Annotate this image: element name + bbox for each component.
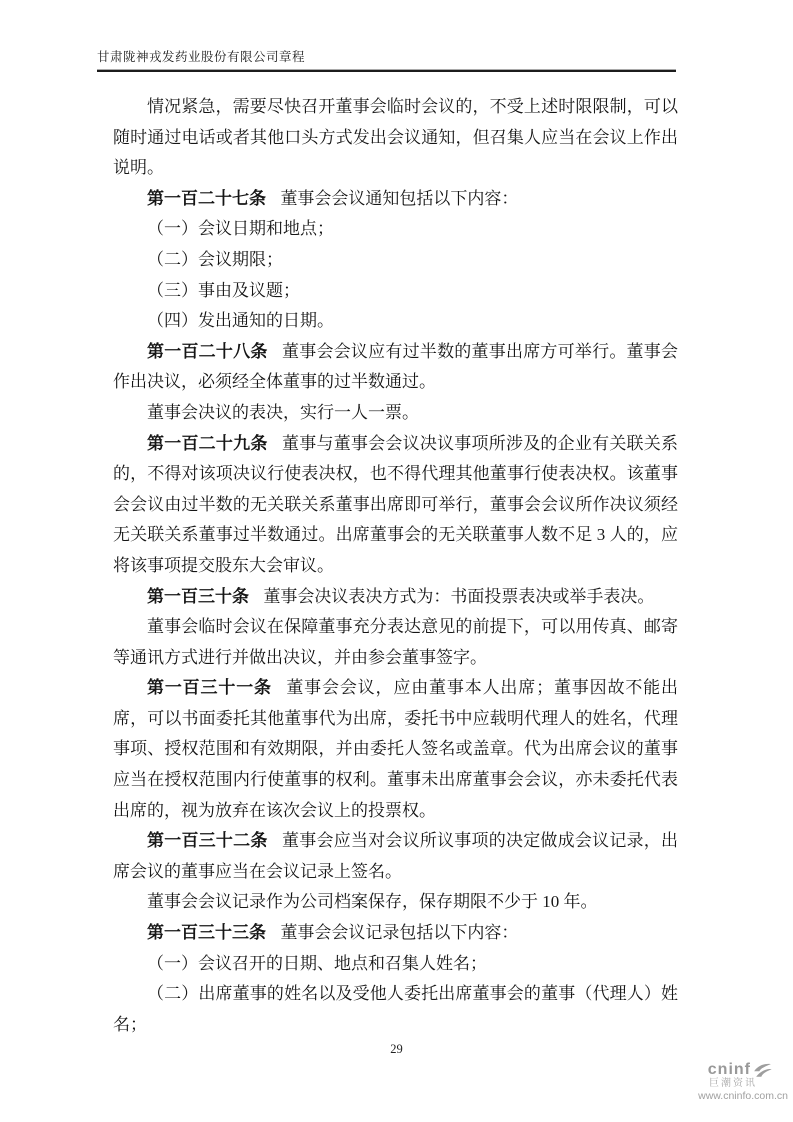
paragraph — [113, 184, 678, 215]
paragraph-text: 董事会会议记录作为公司档案保存，保存期限不少于 10 年。 — [147, 892, 598, 912]
paragraph-text: 董事会会议记录包括以下内容： — [280, 923, 519, 943]
paragraph — [113, 398, 678, 429]
paragraph-text: 董事会决议的表决，实行一人一票。 — [147, 402, 419, 422]
article-number: 第一百二十九条 — [147, 433, 268, 453]
paragraph — [113, 92, 678, 184]
header-title: 甘肃陇神戎发药业股份有限公司章程 — [97, 50, 306, 64]
cninfo-url: www.cninfo.com.cn — [698, 1090, 788, 1102]
cninfo-brand-text: cninf — [707, 1061, 751, 1078]
list-item — [113, 214, 678, 245]
paragraph — [113, 337, 678, 398]
paragraph-text: （一）会议召开的日期、地点和召集人姓名； — [147, 953, 487, 973]
paragraph — [113, 429, 678, 582]
article-number: 第一百三十条 — [147, 586, 249, 606]
article-number: 第一百二十七条 — [147, 188, 266, 208]
paragraph-text: 董事会决议表决方式为：书面投票表决或举手表决。 — [263, 586, 655, 606]
paragraph-text: （二）会议期限； — [147, 249, 283, 269]
list-item — [113, 979, 678, 1040]
cninfo-brand-row — [698, 1062, 772, 1078]
paragraph — [113, 918, 678, 949]
article-number: 第一百三十一条 — [147, 678, 272, 698]
cninfo-chinese-name: 巨潮资讯 — [709, 1078, 757, 1089]
paragraph — [113, 612, 678, 673]
paragraph-text: （三）事由及议题； — [147, 280, 300, 300]
paragraph — [113, 673, 678, 826]
paragraph — [113, 826, 678, 887]
paragraph-text: 董事会会议，应由董事本人出席；董事因故不能出席，可以书面委托其他董事代为出席，委托书中应载明代理人的姓名，代理事项、授权范围和有效期限，并由委托人签名或盖章。代为出席会议的董事应当在授权范围内行使董事的权利。董事未出席董事会会议，亦未委托代表出席的，视为放弃在该次会议上的投票权。 — [113, 678, 678, 820]
cninfo-watermark — [698, 1062, 788, 1103]
paragraph-text: （二）出席董事的姓名以及受他人委托出席董事会的董事（代理人）姓名； — [113, 984, 678, 1034]
paragraph-text: （一）会议日期和地点； — [147, 219, 334, 239]
paragraph-text: 董事会应当对会议所议事项的决定做成会议记录，出席会议的董事应当在会议记录上签名。 — [113, 831, 679, 881]
paragraph-text: （四）发出通知的日期。 — [147, 311, 334, 331]
article-number: 第一百三十三条 — [147, 923, 266, 943]
list-item — [113, 306, 678, 337]
paragraph-text: 情况紧急，需要尽快召开董事会临时会议的，不受上述时限限制，可以随时通过电话或者其他口头方式发出会议通知，但召集人应当在会议上作出说明。 — [113, 97, 678, 178]
paragraph-text: 董事与董事会会议决议事项所涉及的企业有关联关系的，不得对该项决议行使表决权，也不得代理其他董事行使表决权。该董事会会议由过半数的无关联关系董事出席即可举行，董事会会议所作决议须经无关联关系董事过半数通过。出席董事会的无关联董事人数不足 3 人的，应将该事项提交股东大会审议。 — [113, 433, 679, 575]
list-item — [113, 276, 678, 307]
paragraph-text: 董事会会议通知包括以下内容： — [280, 188, 519, 208]
paragraph — [113, 887, 678, 918]
header-rule — [97, 69, 676, 72]
page-number: 29 — [390, 1042, 403, 1056]
cninfo-logo-icon — [753, 1062, 772, 1078]
document-body — [113, 92, 678, 1040]
paragraph-text: 董事会临时会议在保障董事充分表达意见的前提下，可以用传真、邮寄等通讯方式进行并做出决议，并由参会董事签字。 — [113, 617, 678, 667]
paragraph-text: 董事会会议应有过半数的董事出席方可举行。董事会作出决议，必须经全体董事的过半数通过。 — [113, 341, 679, 392]
list-item — [113, 949, 678, 980]
page-header — [97, 47, 676, 72]
article-number: 第一百二十八条 — [147, 341, 268, 361]
paragraph — [113, 582, 678, 613]
article-number: 第一百三十二条 — [147, 831, 268, 851]
list-item — [113, 245, 678, 276]
